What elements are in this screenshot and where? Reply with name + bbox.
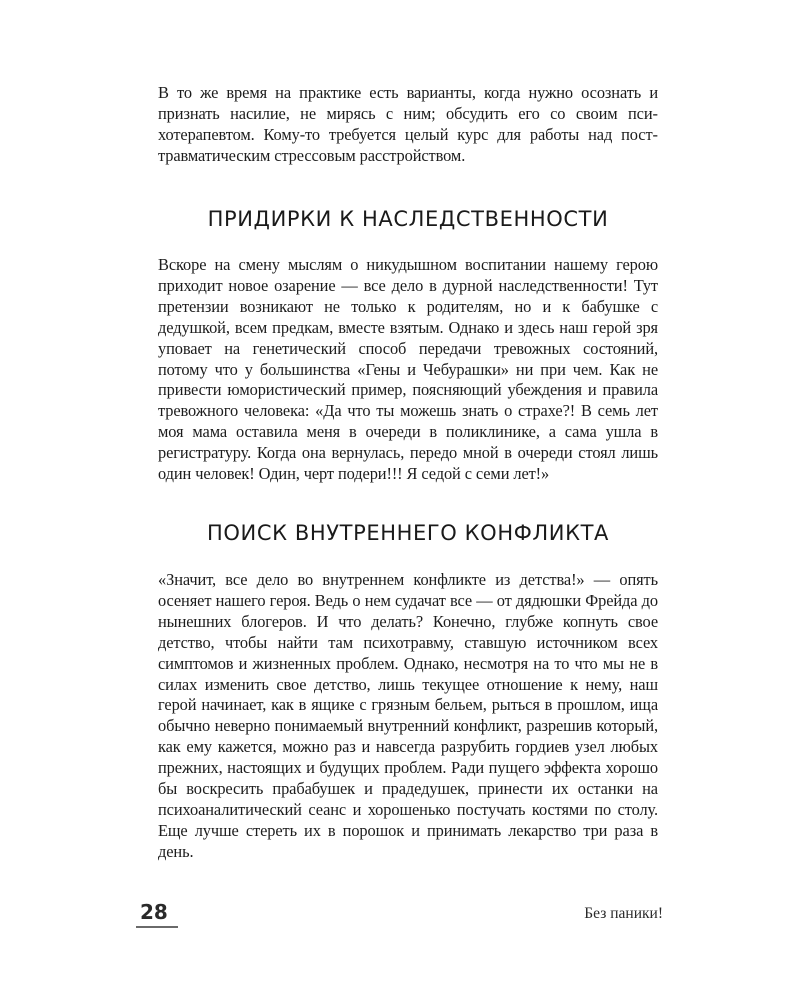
heading-inner-conflict: ПОИСК ВНУТРЕННЕГО КОНФЛИКТА xyxy=(206,521,609,545)
page-number: 28 xyxy=(140,900,168,924)
paragraph-inner-conflict: «Значит, все дело во внутреннем конфликте из детства!» — опять осеняет нашего героя. Ведь о нем судачат все — от дядюшки Фрейда до нынешних блогеров. И что делать? Конечно, глубже копнуть свое детство, чтобы найти там психотравму, ставшую источником всех симптомов и жизненных проблем. Однако, несмотря на то что мы не в силах изменить свое детство, лишь текущее отношение к нему, наш герой начинает, как в ящике с грязным бельем, рыться в прошлом, ища обычно неверно понимаемый внутренний конфликт, разрешив который, как ему кажется, можно раз и навсегда разрубить гордиев узел любых прежних, настоящих и будущих проблем. Ради пущего эффекта хорошо бы воскресить прабабушек и прадедушек, принести их останки на психоаналитический сеанс и хорошенько постучать костями по столу. Еще лучше стереть их в порошок и принимать лекарство три раза в день. xyxy=(158,570,658,861)
paragraph-intro: В то же время на практике есть варианты, когда нужно осознать и признать насилие, не мирясь с ним; обсудить его со своим психотерапевтом. Кому-то требуется целый курс для работы над посттравматическим стрессовым расстройством. xyxy=(158,83,658,165)
paragraph-heredity: Вскоре на смену мыслям о никудышном воспитании нашему герою приходит новое озарение — все дело в дурной наследственности! Тут претензии возникают не только к родителям, но и к бабушке с дедушкой, всем предкам, вместе взятым. Однако и здесь наш герой зря уповает на генетический способ передачи тревожных состояний, потому что у большинства «Гены и Чебурашки» ни при чем. Как не привести юмористический пример, поясняющий убеждения и правила тревожного человека: «Да что ты можешь знать о страхе?! В семь лет моя мама оставила меня в очереди в поликлинике, а сама ушла в регистратуру. Когда она вернулась, передо мной в очереди стоял лишь один человек! Один, черт подери!!! Я седой с семи лет!» xyxy=(158,255,658,484)
page-number-underline xyxy=(136,926,178,928)
running-title: Без паники! xyxy=(584,905,663,922)
heading-heredity: ПРИДИРКИ К НАСЛЕДСТВЕННОСТИ xyxy=(207,207,609,231)
